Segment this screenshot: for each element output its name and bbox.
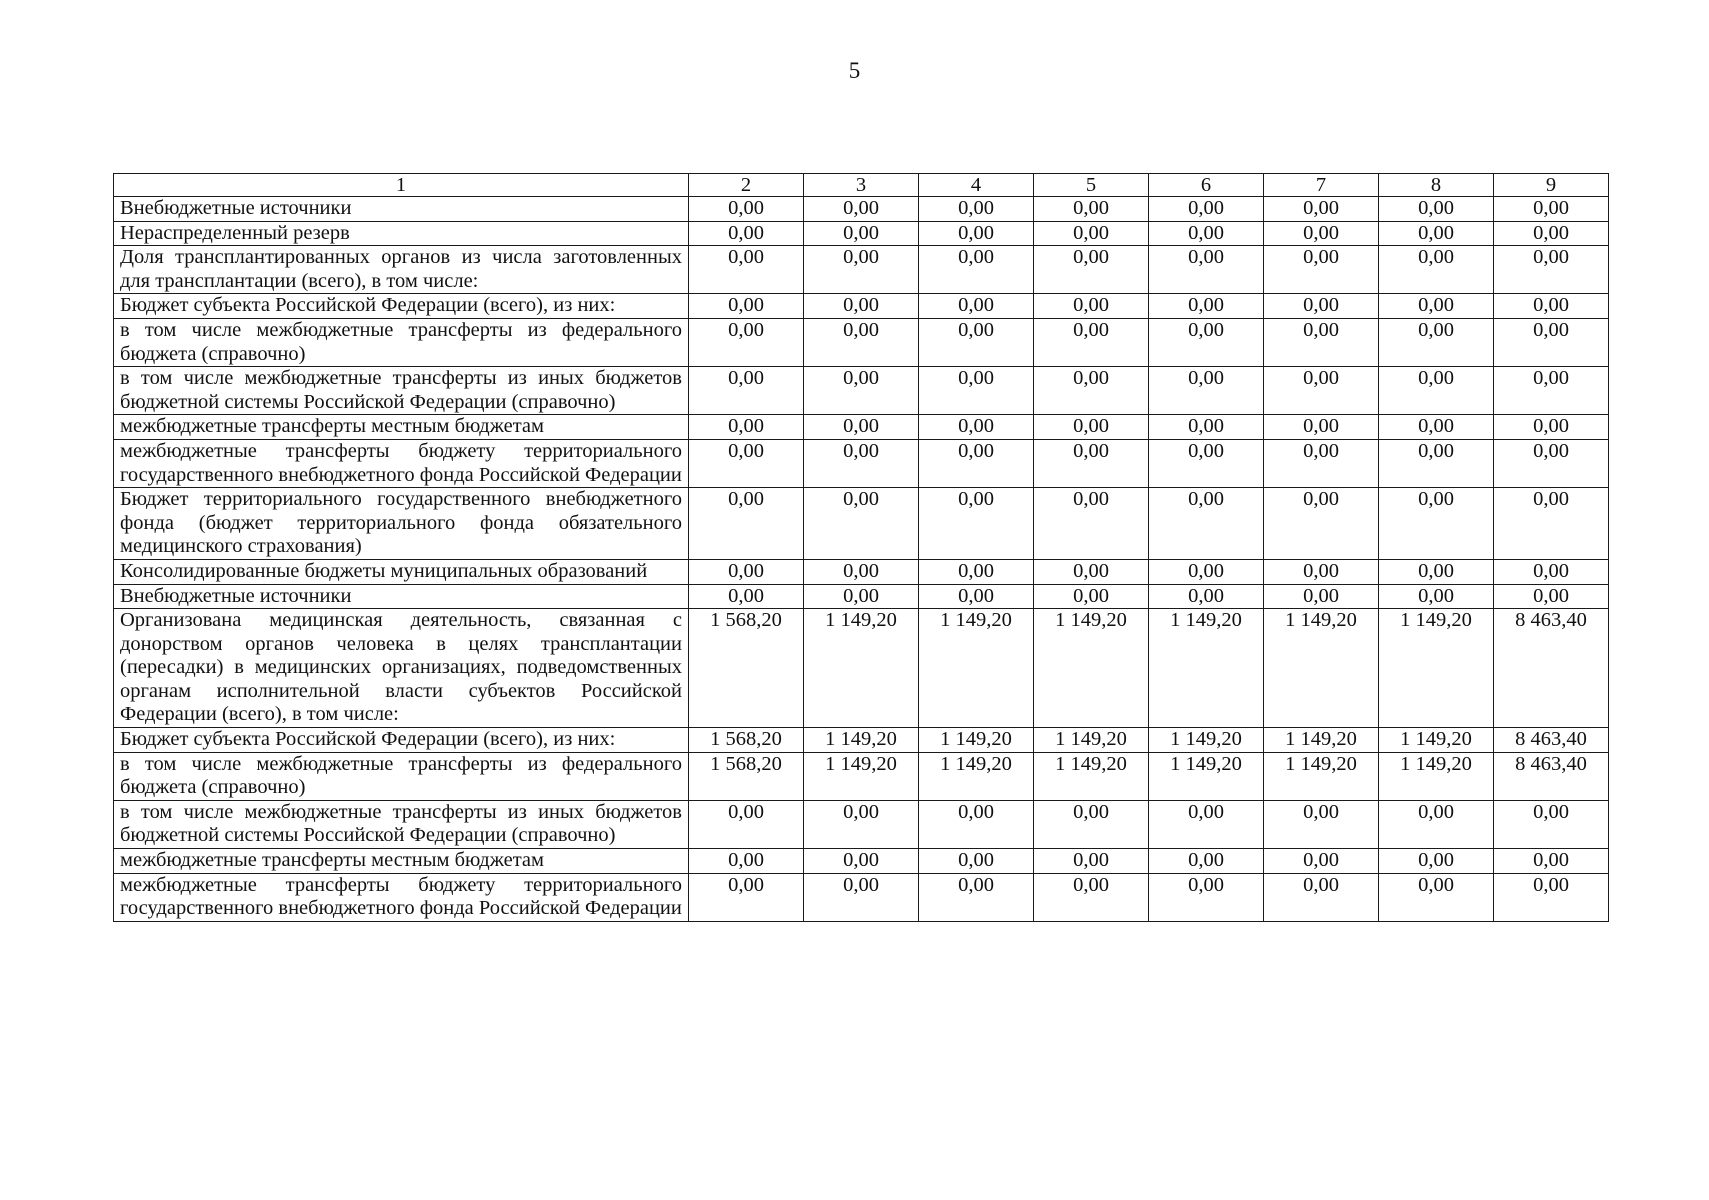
row-label: в том числе межбюджетные трансферты из федерального бюджета (справочно) — [114, 318, 689, 366]
value-cell: 1 568,20 — [689, 609, 804, 728]
value-cell: 0,00 — [919, 800, 1034, 848]
value-cell: 0,00 — [1494, 584, 1609, 609]
value-cell: 1 149,20 — [1149, 609, 1264, 728]
value-cell: 1 149,20 — [1149, 752, 1264, 800]
value-cell: 0,00 — [1034, 439, 1149, 487]
value-cell: 0,00 — [1379, 559, 1494, 584]
table-row — [114, 873, 1609, 921]
value-cell: 0,00 — [689, 415, 804, 440]
value-cell: 1 568,20 — [689, 728, 804, 753]
value-cell: 0,00 — [1149, 294, 1264, 319]
value-cell: 0,00 — [1264, 800, 1379, 848]
value-cell: 0,00 — [1264, 488, 1379, 560]
value-cell: 0,00 — [1494, 439, 1609, 487]
row-label: Внебюджетные источники — [114, 197, 689, 222]
value-cell: 0,00 — [689, 559, 804, 584]
value-cell: 0,00 — [689, 849, 804, 874]
value-cell: 0,00 — [1379, 197, 1494, 222]
value-cell: 0,00 — [689, 318, 804, 366]
value-cell: 0,00 — [919, 439, 1034, 487]
value-cell: 0,00 — [1379, 246, 1494, 294]
column-header: 6 — [1149, 174, 1264, 197]
value-cell: 0,00 — [1149, 873, 1264, 921]
table-row — [114, 728, 1609, 753]
value-cell: 0,00 — [1034, 367, 1149, 415]
value-cell: 0,00 — [689, 221, 804, 246]
row-label: Бюджет субъекта Российской Федерации (всего), из них: — [114, 728, 689, 753]
value-cell: 1 149,20 — [1034, 728, 1149, 753]
value-cell: 0,00 — [1494, 197, 1609, 222]
value-cell: 0,00 — [1494, 873, 1609, 921]
value-cell: 0,00 — [689, 197, 804, 222]
value-cell: 0,00 — [1034, 221, 1149, 246]
value-cell: 0,00 — [919, 559, 1034, 584]
value-cell: 0,00 — [1494, 415, 1609, 440]
value-cell: 0,00 — [804, 800, 919, 848]
column-header: 3 — [804, 174, 919, 197]
value-cell: 0,00 — [1264, 559, 1379, 584]
value-cell: 0,00 — [804, 246, 919, 294]
value-cell: 1 149,20 — [919, 609, 1034, 728]
value-cell: 1 149,20 — [804, 728, 919, 753]
value-cell: 1 149,20 — [1264, 728, 1379, 753]
table-row — [114, 415, 1609, 440]
value-cell: 0,00 — [1264, 246, 1379, 294]
value-cell: 0,00 — [689, 246, 804, 294]
column-header: 7 — [1264, 174, 1379, 197]
row-label: Доля трансплантированных органов из числа заготовленных для трансплантации (всего), в том числе: — [114, 246, 689, 294]
table-header-row — [114, 174, 1609, 197]
table-row — [114, 246, 1609, 294]
value-cell: 0,00 — [804, 439, 919, 487]
value-cell: 0,00 — [1034, 559, 1149, 584]
value-cell: 0,00 — [1379, 294, 1494, 319]
value-cell: 0,00 — [689, 367, 804, 415]
value-cell: 8 463,40 — [1494, 728, 1609, 753]
table-row — [114, 197, 1609, 222]
value-cell: 0,00 — [1264, 415, 1379, 440]
value-cell: 0,00 — [689, 873, 804, 921]
value-cell: 0,00 — [1149, 318, 1264, 366]
table-row — [114, 367, 1609, 415]
row-label: Бюджет субъекта Российской Федерации (всего), из них: — [114, 294, 689, 319]
value-cell: 0,00 — [804, 367, 919, 415]
value-cell: 0,00 — [1149, 584, 1264, 609]
value-cell: 1 149,20 — [1379, 752, 1494, 800]
table-row — [114, 752, 1609, 800]
value-cell: 0,00 — [804, 197, 919, 222]
table-row — [114, 221, 1609, 246]
row-label: межбюджетные трансферты бюджету территориального государственного внебюджетного фонда Российской Федерации — [114, 439, 689, 487]
value-cell: 0,00 — [1034, 246, 1149, 294]
value-cell: 0,00 — [1264, 367, 1379, 415]
row-label: Организована медицинская деятельность, связанная с донорством органов человека в целях трансплантации (пересадки) в медицинских организациях, подведомственных органам исполнительной власти субъектов Российской Федерации (всего), в том числе: — [114, 609, 689, 728]
value-cell: 8 463,40 — [1494, 752, 1609, 800]
value-cell: 0,00 — [1494, 294, 1609, 319]
value-cell: 0,00 — [1149, 488, 1264, 560]
value-cell: 0,00 — [1034, 849, 1149, 874]
row-label: Консолидированные бюджеты муниципальных образований — [114, 559, 689, 584]
value-cell: 0,00 — [804, 294, 919, 319]
value-cell: 0,00 — [1034, 584, 1149, 609]
table-row — [114, 439, 1609, 487]
value-cell: 0,00 — [919, 294, 1034, 319]
value-cell: 0,00 — [1494, 367, 1609, 415]
value-cell: 0,00 — [689, 584, 804, 609]
column-header: 8 — [1379, 174, 1494, 197]
value-cell: 0,00 — [919, 584, 1034, 609]
value-cell: 0,00 — [1379, 439, 1494, 487]
value-cell: 0,00 — [1149, 415, 1264, 440]
value-cell: 0,00 — [689, 488, 804, 560]
value-cell: 1 149,20 — [1264, 752, 1379, 800]
value-cell: 0,00 — [1149, 246, 1264, 294]
table-row — [114, 849, 1609, 874]
value-cell: 0,00 — [1149, 221, 1264, 246]
value-cell: 0,00 — [1379, 873, 1494, 921]
value-cell: 0,00 — [1034, 415, 1149, 440]
value-cell: 0,00 — [1264, 584, 1379, 609]
value-cell: 0,00 — [1149, 367, 1264, 415]
value-cell: 0,00 — [1264, 849, 1379, 874]
value-cell: 0,00 — [919, 197, 1034, 222]
value-cell: 0,00 — [804, 415, 919, 440]
value-cell: 0,00 — [804, 221, 919, 246]
value-cell: 1 149,20 — [919, 752, 1034, 800]
value-cell: 0,00 — [689, 800, 804, 848]
row-label: межбюджетные трансферты местным бюджетам — [114, 849, 689, 874]
value-cell: 0,00 — [919, 488, 1034, 560]
budget-table — [113, 173, 1609, 922]
value-cell: 0,00 — [1034, 318, 1149, 366]
value-cell: 0,00 — [919, 221, 1034, 246]
row-label: Внебюджетные источники — [114, 584, 689, 609]
value-cell: 0,00 — [804, 559, 919, 584]
value-cell: 1 149,20 — [1264, 609, 1379, 728]
value-cell: 0,00 — [919, 849, 1034, 874]
value-cell: 0,00 — [1494, 559, 1609, 584]
value-cell: 0,00 — [689, 294, 804, 319]
row-label: в том числе межбюджетные трансферты из иных бюджетов бюджетной системы Российской Федерации (справочно) — [114, 800, 689, 848]
row-label: Нераспределенный резерв — [114, 221, 689, 246]
value-cell: 1 149,20 — [804, 752, 919, 800]
column-header: 1 — [114, 174, 689, 197]
value-cell: 0,00 — [804, 873, 919, 921]
value-cell: 1 149,20 — [1379, 609, 1494, 728]
value-cell: 1 149,20 — [1034, 609, 1149, 728]
value-cell: 1 149,20 — [1149, 728, 1264, 753]
value-cell: 0,00 — [1494, 488, 1609, 560]
value-cell: 0,00 — [1379, 849, 1494, 874]
value-cell: 0,00 — [1264, 318, 1379, 366]
value-cell: 0,00 — [1379, 800, 1494, 848]
value-cell: 0,00 — [1264, 221, 1379, 246]
value-cell: 0,00 — [804, 584, 919, 609]
table-row — [114, 609, 1609, 728]
value-cell: 0,00 — [804, 849, 919, 874]
value-cell: 0,00 — [1034, 800, 1149, 848]
table-row — [114, 800, 1609, 848]
column-header: 4 — [919, 174, 1034, 197]
value-cell: 0,00 — [689, 439, 804, 487]
column-header: 5 — [1034, 174, 1149, 197]
table-row — [114, 318, 1609, 366]
value-cell: 1 149,20 — [804, 609, 919, 728]
table-row — [114, 488, 1609, 560]
value-cell: 0,00 — [1264, 439, 1379, 487]
value-cell: 0,00 — [1494, 221, 1609, 246]
value-cell: 0,00 — [919, 415, 1034, 440]
value-cell: 0,00 — [804, 318, 919, 366]
table-body — [114, 174, 1609, 922]
value-cell: 0,00 — [919, 318, 1034, 366]
row-label: в том числе межбюджетные трансферты из иных бюджетов бюджетной системы Российской Федерации (справочно) — [114, 367, 689, 415]
value-cell: 1 149,20 — [1034, 752, 1149, 800]
value-cell: 1 149,20 — [1379, 728, 1494, 753]
column-header: 9 — [1494, 174, 1609, 197]
value-cell: 0,00 — [1264, 873, 1379, 921]
value-cell: 8 463,40 — [1494, 609, 1609, 728]
value-cell: 1 568,20 — [689, 752, 804, 800]
value-cell: 0,00 — [1149, 849, 1264, 874]
value-cell: 0,00 — [919, 246, 1034, 294]
value-cell: 0,00 — [1149, 559, 1264, 584]
value-cell: 0,00 — [1034, 488, 1149, 560]
value-cell: 0,00 — [1264, 294, 1379, 319]
row-label: межбюджетные трансферты местным бюджетам — [114, 415, 689, 440]
value-cell: 0,00 — [1379, 584, 1494, 609]
value-cell: 0,00 — [1149, 197, 1264, 222]
value-cell: 0,00 — [1379, 318, 1494, 366]
row-label: Бюджет территориального государственного внебюджетного фонда (бюджет территориального фонда обязательного медицинского страхования) — [114, 488, 689, 560]
value-cell: 0,00 — [1034, 294, 1149, 319]
row-label: в том числе межбюджетные трансферты из федерального бюджета (справочно) — [114, 752, 689, 800]
value-cell: 1 149,20 — [919, 728, 1034, 753]
table-row — [114, 294, 1609, 319]
column-header: 2 — [689, 174, 804, 197]
value-cell: 0,00 — [1149, 800, 1264, 848]
value-cell: 0,00 — [1494, 800, 1609, 848]
value-cell: 0,00 — [919, 367, 1034, 415]
value-cell: 0,00 — [919, 873, 1034, 921]
value-cell: 0,00 — [1379, 221, 1494, 246]
value-cell: 0,00 — [1494, 849, 1609, 874]
value-cell: 0,00 — [1379, 415, 1494, 440]
value-cell: 0,00 — [1034, 197, 1149, 222]
value-cell: 0,00 — [1264, 197, 1379, 222]
value-cell: 0,00 — [1494, 246, 1609, 294]
row-label: межбюджетные трансферты бюджету территориального государственного внебюджетного фонда Российской Федерации — [114, 873, 689, 921]
value-cell: 0,00 — [804, 488, 919, 560]
page-number: 5 — [848, 58, 861, 83]
value-cell: 0,00 — [1494, 318, 1609, 366]
value-cell: 0,00 — [1379, 488, 1494, 560]
value-cell: 0,00 — [1034, 873, 1149, 921]
value-cell: 0,00 — [1149, 439, 1264, 487]
table-row — [114, 559, 1609, 584]
value-cell: 0,00 — [1379, 367, 1494, 415]
table-row — [114, 584, 1609, 609]
